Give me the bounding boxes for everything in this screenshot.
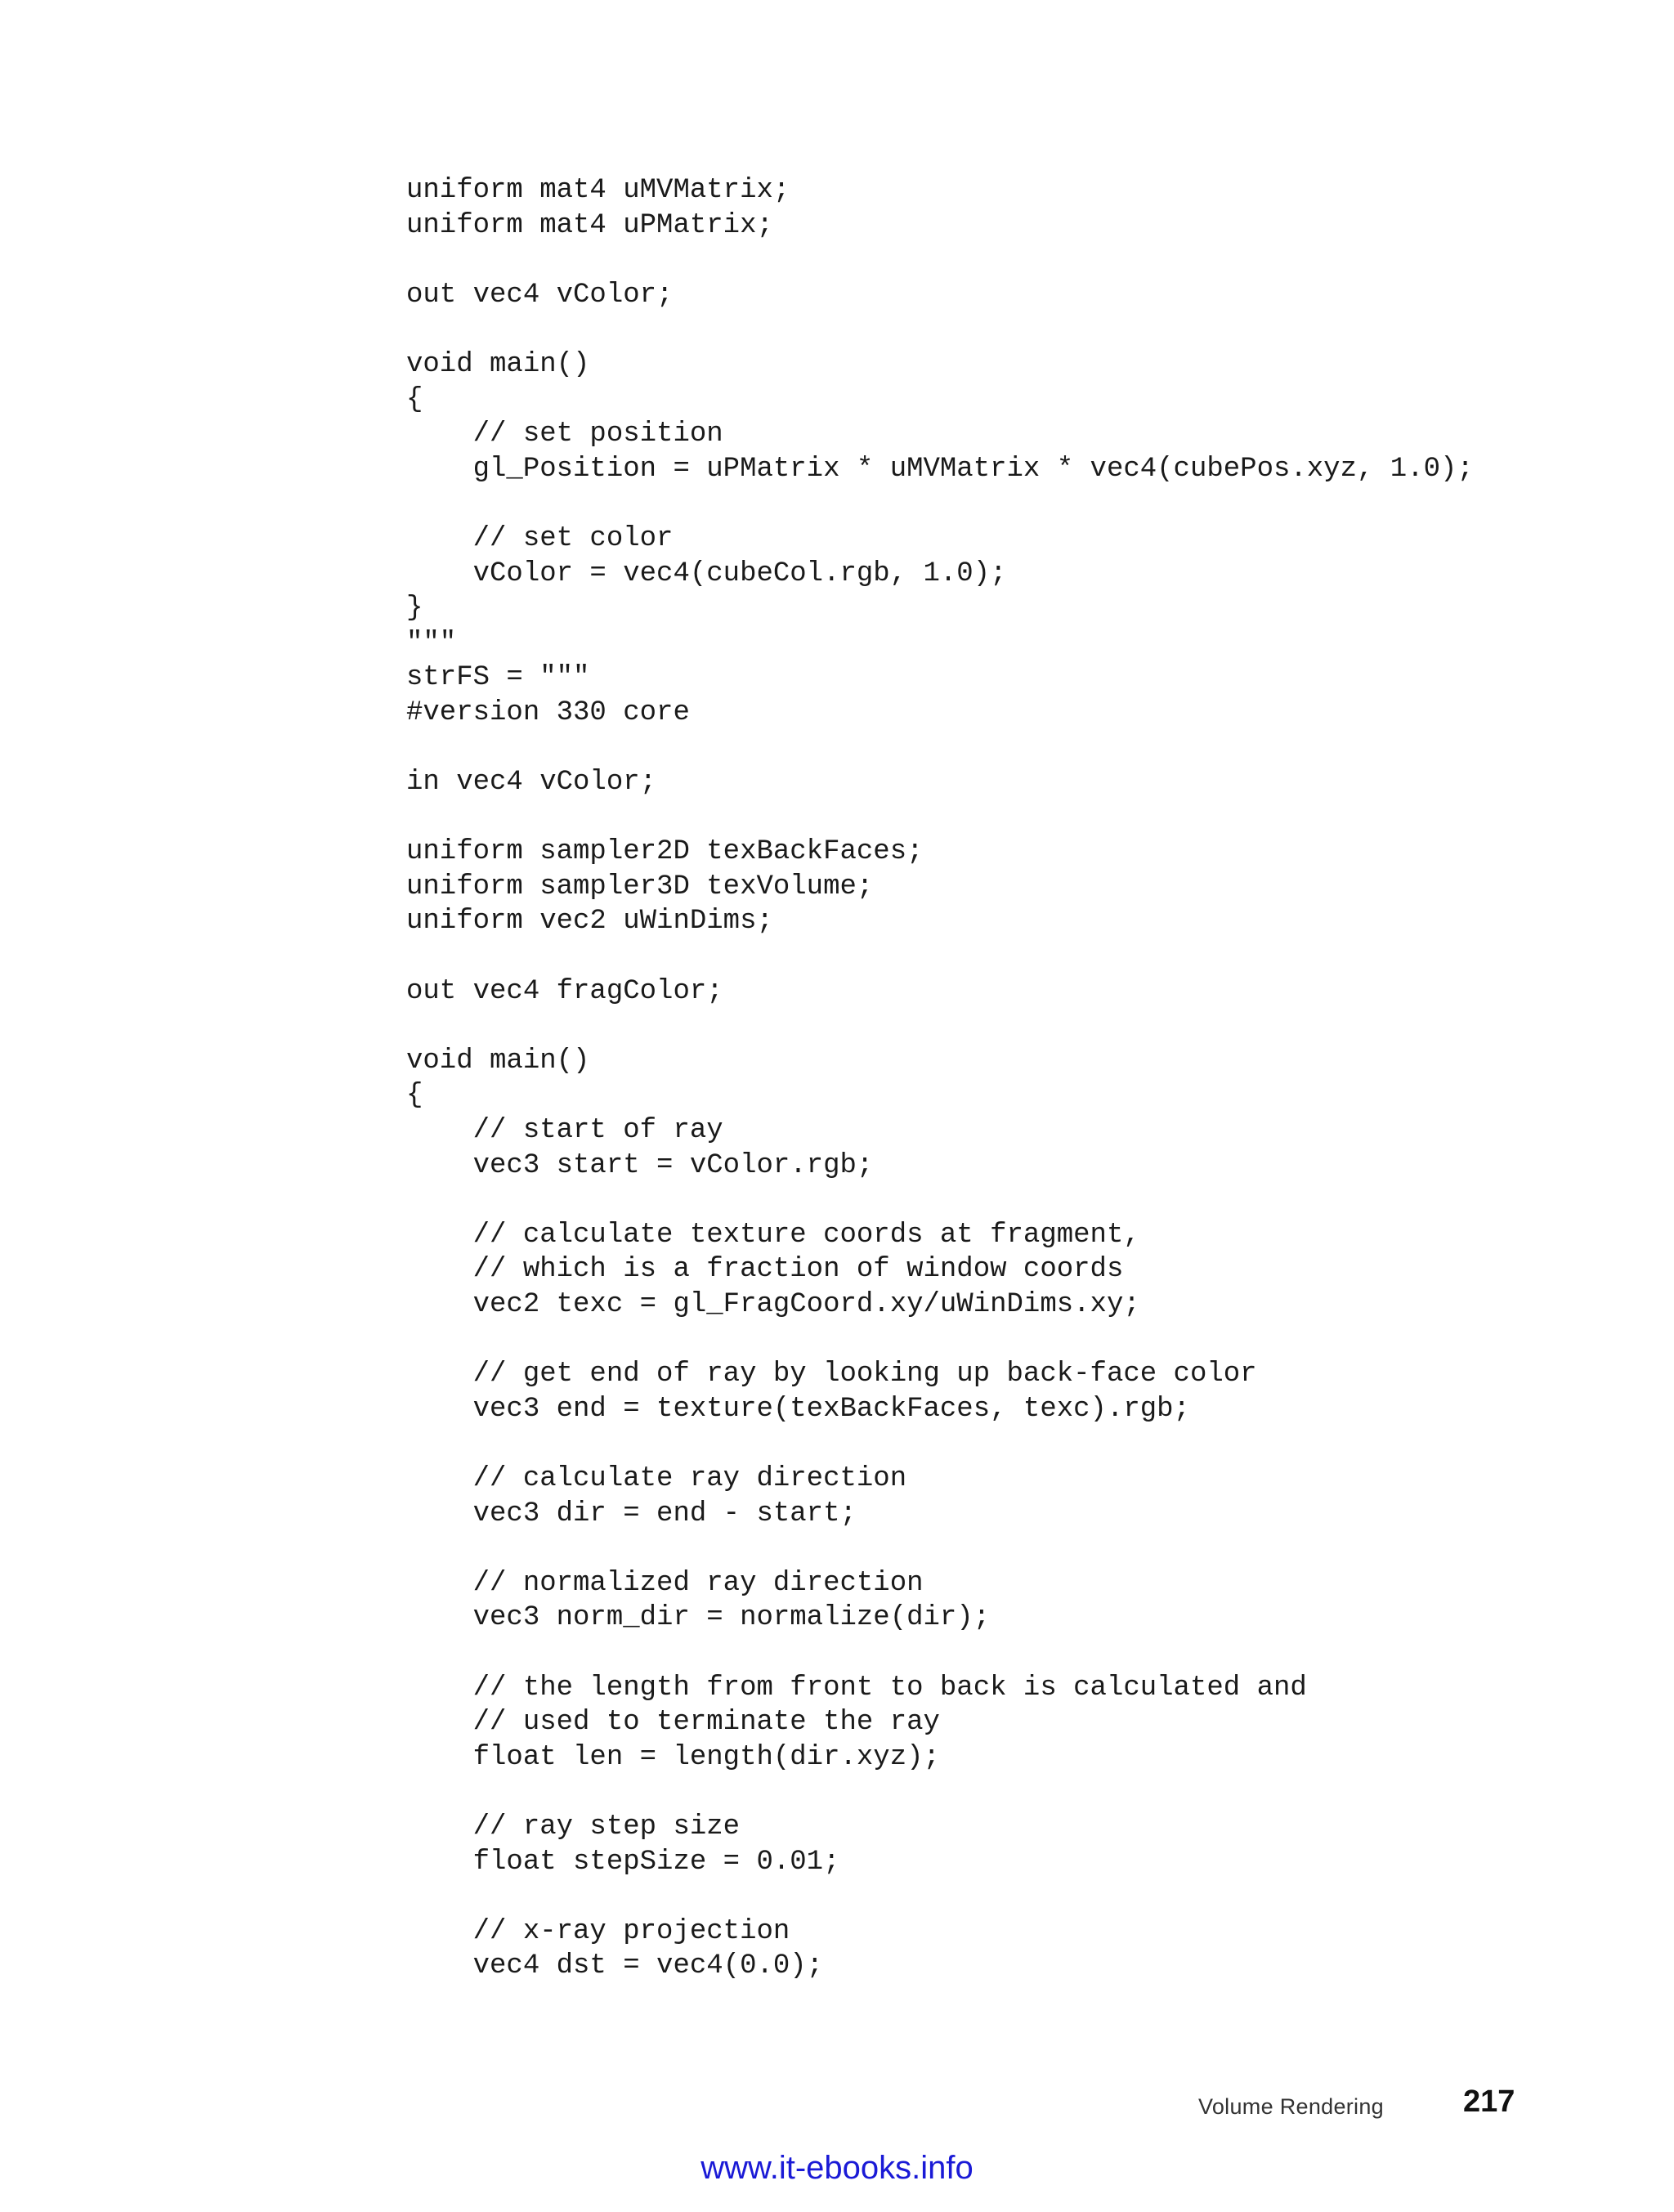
code-line [406, 1426, 1474, 1462]
code-line [406, 1323, 1474, 1358]
code-line: out vec4 fragColor; [406, 975, 723, 1007]
code-line [406, 312, 1474, 347]
code-line: // normalized ray direction [406, 1567, 924, 1599]
code-line: float stepSize = 0.01; [406, 1846, 840, 1878]
code-line: uniform sampler2D texBackFaces; [406, 836, 924, 868]
code-line [406, 939, 1474, 974]
code-line: // which is a fraction of window coords [406, 1254, 1124, 1286]
code-line: // used to terminate the ray [406, 1707, 940, 1739]
code-line: vec2 texc = gl_FragCoord.xy/uWinDims.xy; [406, 1289, 1140, 1320]
code-line: gl_Position = uPMatrix * uMVMatrix * vec4(cubePos.xyz, 1.0); [406, 453, 1474, 485]
code-line: strFS = """ [406, 662, 590, 694]
code-line: } [406, 593, 423, 625]
code-line: // ray step size [406, 1811, 741, 1843]
code-line [406, 486, 1474, 522]
code-line: uniform vec2 uWinDims; [406, 906, 773, 938]
code-line: // the length from front to back is calculated and [406, 1672, 1307, 1704]
running-footer-section-title: Volume Rendering [1198, 2094, 1384, 2119]
code-line: out vec4 vColor; [406, 279, 674, 311]
code-line: float len = length(dir.xyz); [406, 1741, 940, 1773]
page-number: 217 [1463, 2084, 1515, 2119]
code-line: { [406, 1080, 423, 1112]
code-line: uniform mat4 uMVMatrix; [406, 175, 790, 206]
code-line [406, 1009, 1474, 1044]
code-line: // set color [406, 522, 674, 554]
code-line: // get end of ray by looking up back-face color [406, 1359, 1257, 1390]
code-line: // calculate texture coords at fragment, [406, 1219, 1140, 1251]
code-line: void main() [406, 1045, 590, 1077]
code-line: void main() [406, 348, 590, 380]
code-line [406, 731, 1474, 766]
code-line: """ [406, 627, 457, 659]
code-line: // set position [406, 419, 723, 450]
code-line: // start of ray [406, 1115, 723, 1147]
code-line [406, 800, 1474, 835]
code-line [406, 1775, 1474, 1810]
code-line: vec3 end = texture(texBackFaces, texc).rgb; [406, 1393, 1190, 1425]
code-line [406, 1636, 1474, 1671]
code-line [406, 1183, 1474, 1218]
code-listing [406, 173, 1474, 1984]
code-line: vec3 start = vColor.rgb; [406, 1149, 874, 1181]
code-line: vec3 norm_dir = normalize(dir); [406, 1602, 991, 1634]
code-line [406, 1879, 1474, 1914]
code-line: { [406, 383, 423, 415]
code-line [406, 243, 1474, 278]
code-line: // x-ray projection [406, 1915, 790, 1947]
code-line: uniform sampler3D texVolume; [406, 871, 874, 902]
code-line: vec4 dst = vec4(0.0); [406, 1950, 824, 1982]
code-line: #version 330 core [406, 696, 690, 728]
code-line: in vec4 vColor; [406, 767, 657, 799]
code-line: uniform mat4 uPMatrix; [406, 209, 773, 241]
code-line: vec3 dir = end - start; [406, 1498, 857, 1529]
watermark-link[interactable]: www.it-ebooks.info [700, 2150, 974, 2186]
code-line [406, 1531, 1474, 1566]
code-line: // calculate ray direction [406, 1462, 907, 1494]
code-line: vColor = vec4(cubeCol.rgb, 1.0); [406, 557, 1007, 589]
